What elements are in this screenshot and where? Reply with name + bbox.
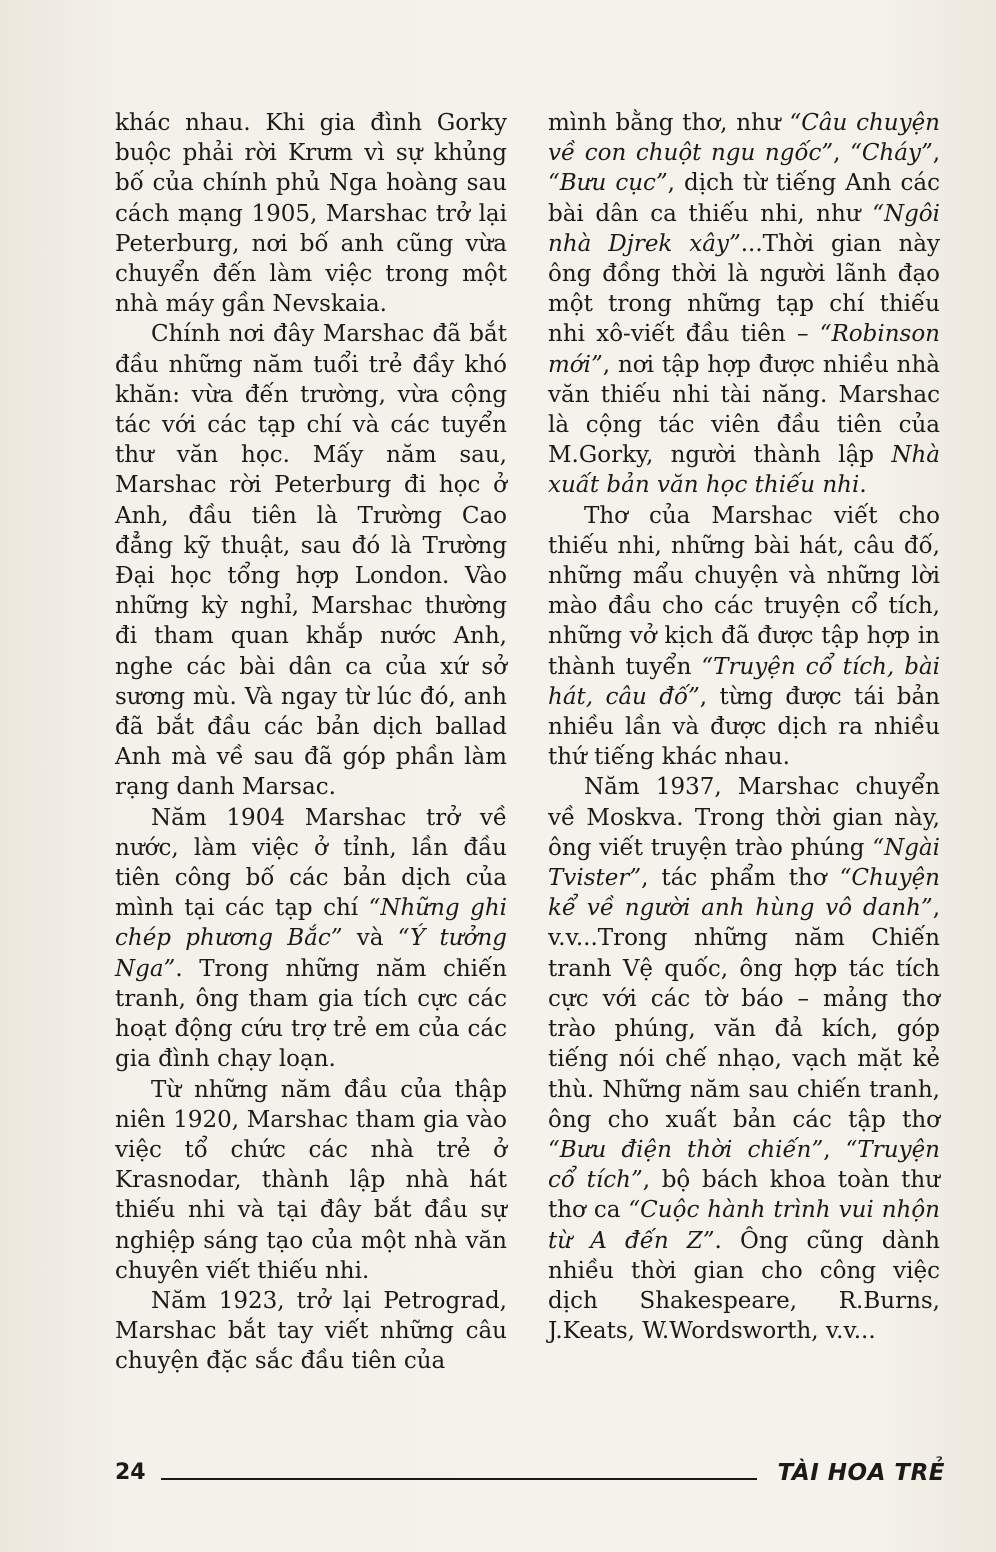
paragraph-children-poetry: Thơ của Marshac viết cho thiếu nhi, những bài hát, câu đố, những mẩu chuyện và những lời mào đầu cho các truyện cổ tích, những vở kịch đã được tập hợp in thành tuyển “Truyện cổ tích, bài hát, câu đố”, từng được tái bản nhiều lần và được dịch ra nhiều thứ tiếng khác nhau. [548, 502, 940, 771]
left-column [115, 108, 507, 1377]
right-column [548, 108, 940, 1346]
page-number: 24 [115, 1460, 146, 1485]
page-footer [115, 1456, 945, 1490]
paragraph-1937-moskva: Năm 1937, Marshac chuyển về Moskva. Trong thời gian này, ông viết truyện trào phúng “Ngài Tvister”, tác phẩm thơ “Chuyện kể về người anh hùng vô danh”, v.v...Trong những năm Chiến tranh Vệ quốc, ông hợp tác tích cực với các tờ báo – mảng thơ trào phúng, văn đả kích, góp tiếng nói chế nhạo, vạch mặt kẻ thù. Những năm sau chiến tranh, ông cho xuất bản các tập thơ “Bưu điện thời chiến”, “Truyện cổ tích”, bộ bách khoa toàn thư thơ ca “Cuộc hành trình vui nhộn từ A đến Z”. Ông cũng dành nhiều thời gian cho công việc dịch Shakespeare, R.Burns, J.Keats, W.Wordsworth, v.v... [548, 774, 940, 1345]
paragraph-1904-return: Năm 1904 Marshac trở về nước, làm việc ở tỉnh, lần đầu tiên công bố các bản dịch của mình tại các tạp chí “Những ghi chép phương Bắc” và “Ý tưởng Nga”. Trong những năm chiến tranh, ông tham gia tích cực các hoạt động cứu trợ trẻ em của các gia đình chạy loạn. [115, 804, 507, 1073]
magazine-name: TÀI HOA TRẺ [777, 1460, 945, 1486]
footer-divider [161, 1478, 757, 1480]
paragraph-1923: Năm 1923, trở lại Petrograd, Marshac bắt tay viết những câu chuyện đặc sắc đầu tiên của [115, 1287, 507, 1375]
paragraph-youth: Chính nơi đây Marshac đã bắt đầu những năm tuổi trẻ đầy khó khăn: vừa đến trường, vừa cộng tác với các tạp chí và các tuyển thư văn học. Mấy năm sau, Marshac rời Peterburg đi học ở Anh, đầu tiên là Trường Cao đẳng kỹ thuật, sau đó là Trường Đại học tổng hợp London. Vào những kỳ nghỉ, Marshac thường đi tham quan khắp nước Anh, nghe các bài dân ca của xứ sở sương mù. Và ngay từ lúc đó, anh đã bắt đầu các bản dịch ballad Anh mà về sau đã góp phần làm rạng danh Marsac. [115, 321, 507, 801]
paragraph-1920s: Từ những năm đầu của thập niên 1920, Marshac tham gia vào việc tổ chức các nhà trẻ ở Krasnodar, thành lập nhà hát thiếu nhi và tại đây bắt đầu sự nghiệp sáng tạo của một nhà văn chuyên viết thiếu nhi. [115, 1076, 507, 1284]
paragraph-continuation: khác nhau. Khi gia đình Gorky buộc phải rời Krưm vì sự khủng bố của chính phủ Nga hoàng sau cách mạng 1905, Marshac trở lại Peterburg, nơi bố anh cũng vừa chuyển đến làm việc trong một nhà máy gần Nevskaia. [115, 110, 507, 318]
paragraph-early-works: mình bằng thơ, như “Câu chuyện về con chuột ngu ngốc”, “Cháy”, “Bưu cục”, dịch từ tiếng Anh các bài dân ca thiếu nhi, như “Ngôi nhà Djrek xây”...Thời gian này ông đồng thời là người lãnh đạo một trong những tạp chí thiếu nhi xô-viết đầu tiên – “Robinson mới”, nơi tập hợp được nhiều nhà văn thiếu nhi tài năng. Marshac là cộng tác viên đầu tiên của M.Gorky, người thành lập Nhà xuất bản văn học thiếu nhi. [548, 110, 941, 499]
